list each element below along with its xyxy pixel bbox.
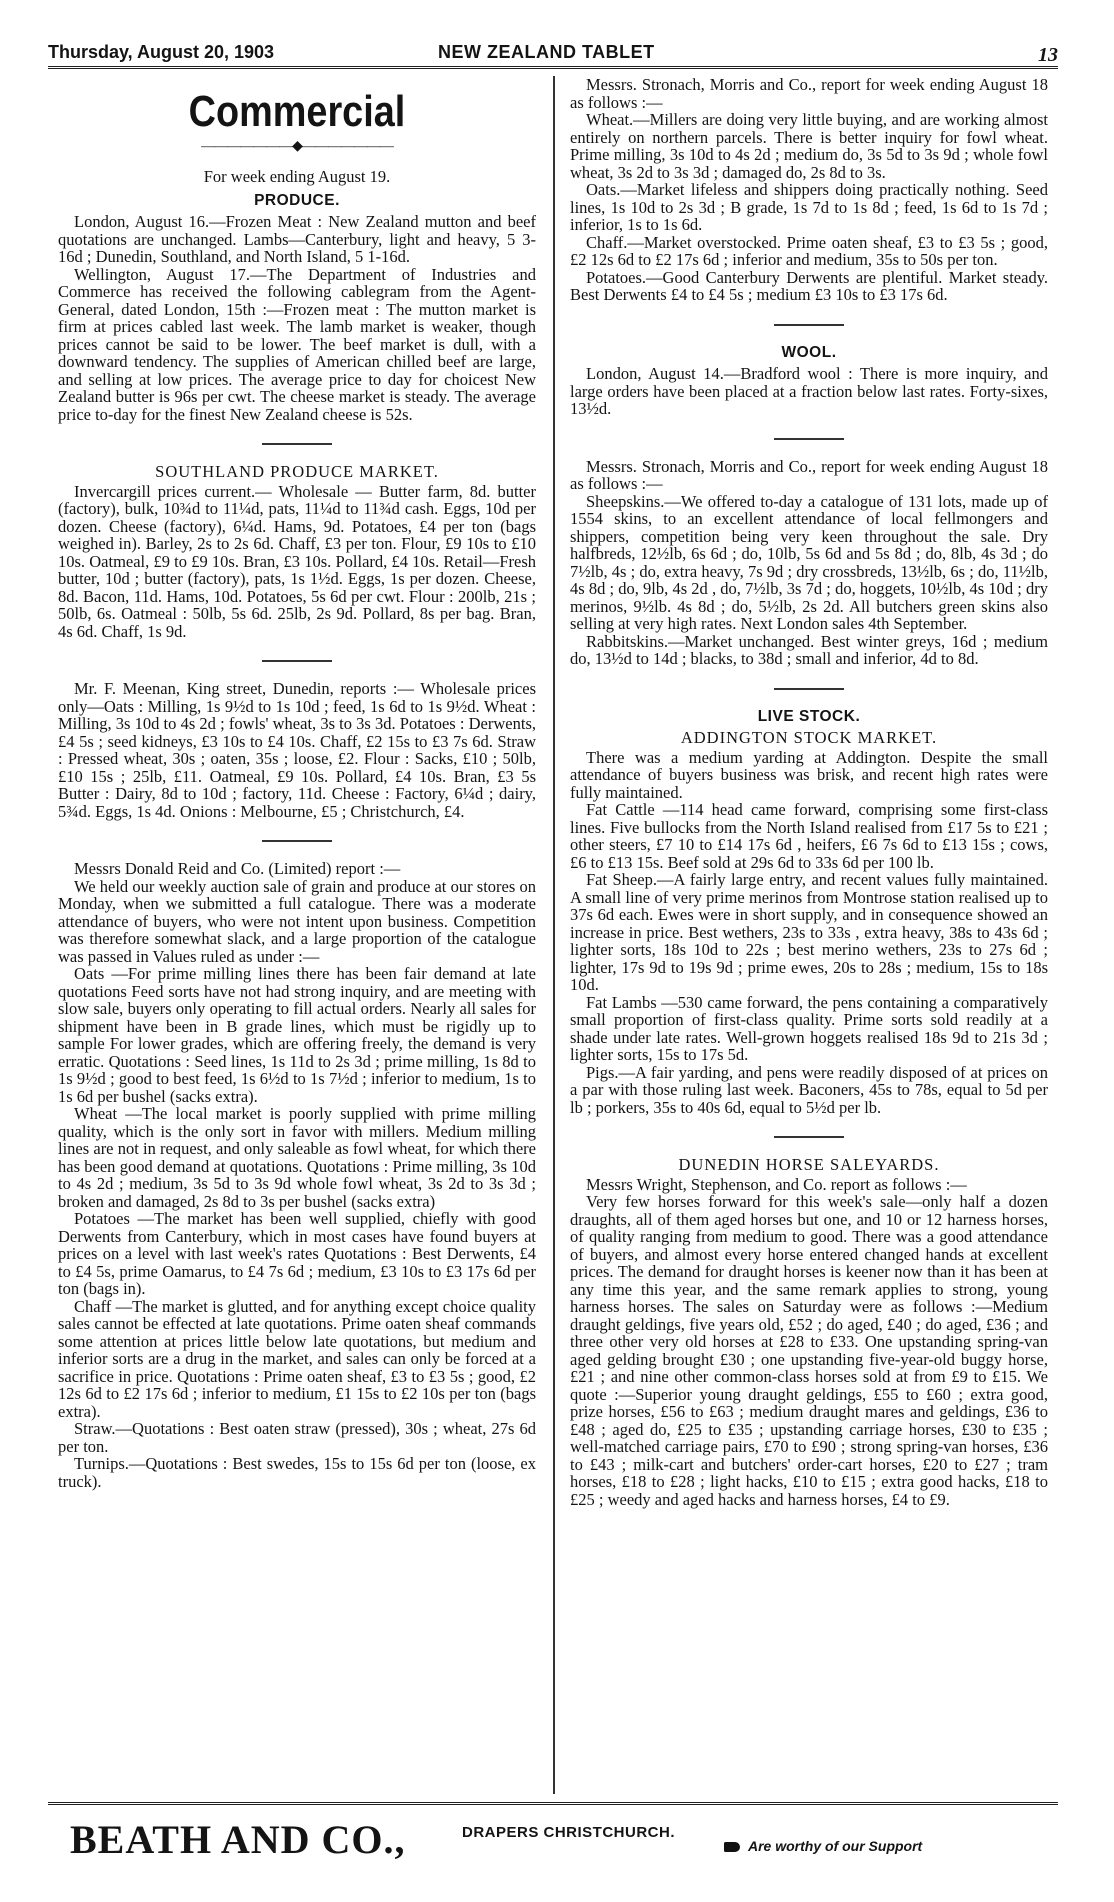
page-header [48, 38, 1058, 68]
reid-paragraph: Straw.—Quotations : Best oaten straw (pressed), 30s ; wheat, 27s 6d per ton. [58, 1419, 536, 1456]
stronach-paragraph: Chaff.—Market overstocked. Prime oaten sheaf, £3 to £3 5s ; good, £2 12s 6d to £2 17s 6d ; inferior and medium, 35s to 50s per ton. [570, 232, 1048, 269]
advert-footer [48, 1812, 1058, 1872]
reid-paragraph: Turnips.—Quotations : Best swedes, 15s to 15s 6d per ton (loose, ex truck). [58, 1454, 536, 1491]
addington-paragraph: There was a medium yarding at Addington. Despite the small attendance of buyers business was brisk, and recent high rates were fully maintained. [570, 747, 1048, 802]
stronach-paragraph: Messrs. Stronach, Morris and Co., report for week ending August 18 as follows :— [570, 76, 1048, 112]
page-number: 13 [1038, 44, 1058, 66]
separator-rule [262, 840, 332, 842]
addington-paragraph: Fat Lambs —530 came forward, the pens containing a comparatively small proportion of first-class quality. Prime sorts sold readily at a shade under late rates. Well-grown hoggets realised 18s 9d to 21s 3d ; lighter sorts, 15s to 17s 5d. [570, 992, 1048, 1064]
reid-paragraph: We held our weekly auction sale of grain and produce at our stores on Monday, when we submitted a full catalogue. There was a moderate attendance of buyers, who were not intent upon business. Competition was therefore somewhat slack, and a large proportion of the catalogue was passed in Values ruled as under :— [58, 876, 536, 966]
stronach-paragraph: Messrs. Stronach, Morris and Co., report for week ending August 18 as follows :— [570, 456, 1048, 493]
meenan-paragraph: Mr. F. Meenan, King street, Dunedin, reports :— Wholesale prices only—Oats : Milling, 1s 9½d to 1s 10d ; feed, 1s 6d to 1s 9½d. Wheat : Milling, 3s 10d to 4s 2d ; fowls' wheat, 3s to 3s 3d. Potatoes : Derwents, £4 5s ; seed kidneys, £3 10s to £4 10s. Chaff, £2 15s to £3 7s 6d. Straw : Pressed wheat, 30s ; oaten, 35s ; loose, £2. Flour : Sacks, £10 ; 50lb, £10 15s ; 25lb, £11. Oatmeal, £9 10s. Pollard, £4 10s. Bran, £3 5s Butter : Dairy, 8d to 10d ; factory, 11d. Cheese : Factory, 6¼d ; dairy, 5¾d. Eggs, 1s 4d. Onions : Melbourne, £5 ; Christchurch, £4. [58, 679, 536, 821]
reid-paragraph: Wheat —The local market is poorly supplied with prime milling quality, which is the only sort in favor with millers. Medium milling lines are not in request, and only saleable as fowl wheat, for which there has been good demand at quotations. Quotations : Prime milling, 3s 10d to 4s 2d ; medium, 3s 5d to 3s 9d whole fowl wheat, 3s 2d to 3s 3d ; broken and damaged, 2s 8d to 3s per bushel (sacks extra) [58, 1104, 536, 1211]
produce-paragraph: Wellington, August 17.—The Department of Industries and Commerce has received the following cablegram from the Agent-General, dated London, 15th :—Frozen meat : The mutton market is firm at prices cabled last week. The lamb market is weaker, though prices cannot be said to be lower. The beef market is dull, with a downward tendency. The supplies of American chilled beef are large, and selling at low prices. The average price to day for choicest New Zealand butter is 96s per cwt. The cheese market is steady. The average price to-day for the finest New Zealand cheese is 52s. [58, 264, 536, 424]
produce-heading: PRODUCE. [254, 191, 340, 209]
reid-paragraph: Potatoes —The market has been well supplied, chiefly with good Derwents from Canterbury, which in most cases have found buyers at prices on a level with last week's rates Quotations : Best Derwents, £4 to £4 5s, prime Oamarus, to £4 7s 6d ; medium, £3 10s to £3 17s 6d per ton (bags in). [58, 1209, 536, 1298]
left-column [58, 76, 536, 1796]
separator-rule [262, 660, 332, 662]
reid-paragraph: Messrs Donald Reid and Co. (Limited) report :— [74, 859, 401, 878]
issue-date: Thursday, August 20, 1903 [48, 42, 275, 62]
section-title: Commercial [188, 87, 406, 136]
reid-paragraph: Oats —For prime milling lines there has been fair demand at late quotations Feed sorts have not had strong inquiry, and are meeting with slow sale, buyers only operating to fill actual orders. Nearly all sales for shipment have been in B grade lines, which must be rigidly up to sample For lower grades, which are offering freely, the demand is very erratic. Quotations : Seed lines, 1s 11d to 2s 3d ; prime milling, 1s 8d to 1s 9½d ; good to best feed, 1s 6½d to 1s 7½d ; inferior to medium, 1s to 1s 6d per bushel (sacks extra). [58, 964, 536, 1106]
footer-rule [48, 1802, 1058, 1805]
produce-paragraph: London, August 16.—Frozen Meat : New Zealand mutton and beef quotations are unchanged. Lambs—Canterbury, light and heavy, 5 3-16d ; Dunedin, Southland, and North Island, 5 1-16d. [58, 212, 536, 266]
header-rule [48, 66, 1058, 69]
publication-title: NEW ZEALAND TABLET [438, 42, 655, 62]
separator-rule [262, 443, 332, 445]
addington-paragraph: Fat Cattle —114 head came forward, comprising some first-class lines. Five bullocks from the North Island realised from £17 5s to £21 ; other steers, £7 10 to £14 17s 6d , heifers, £6 7s 6d to £13 15s ; cows, £6 to £13 15s. Beef sold at 29s 6d to 33s 6d per 100 lb. [570, 800, 1048, 872]
separator-rule [774, 688, 844, 690]
addington-paragraph: Fat Sheep.—A fairly large entry, and recent values fully maintained. A small line of very prime merinos from Montrose station realised up to 37s 6d each. Ewes were in short supply, and in consequence showed an increase in price. Best wethers, 23s to 33s , extra heavy, 38s to 43s 6d ; lighter sorts, 18s 10d to 22s ; best merino wethers, 23s to 27s 6d ; lighter, 17s 9d to 19s 9d ; prime ewes, 20s to 28s ; medium, 15s to 18s 10d. [570, 870, 1048, 994]
wool-heading: WOOL. [781, 343, 837, 361]
addington-heading: ADDINGTON STOCK MARKET. [680, 728, 938, 747]
right-column [570, 76, 1048, 1796]
stronach-paragraph: Sheepskins.—We offered to-day a catalogue of 131 lots, made up of 1554 skins, to an excellent attendance of local fellmongers and shippers, competition being very keen throughout the sale. Dry halfbreds, 12½lb, 6s 6d ; do, 10lb, 5s 6d and 5s 8d ; do, 8lb, 4s 3d ; do 7½lb, 4s ; do, extra heavy, 7s 9d ; dry crossbreds, 13½lb, 6s ; do, 11½lb, 4s 8d ; do, 9lb, 4s 2d , do, 7½lb, 3s 7d ; do, hoggets, 10½lb, 4s 10d ; dry merinos, 9½lb. 4s 8d ; do, 5½lb, 2s 2d. All butchers green skins also selling at very high rates. Next London sales 4th September. [570, 491, 1048, 633]
horse-paragraph: Very few horses forward for this week's sale—only half a dozen draughts, all of them aged horses but one, and 10 or 12 harness horses, of quality ranging from medium to good. There was a good attendance of buyers, and almost every horse entered changed hands at excellent prices. The demand for draught horses is keener now than it has been at any time this year, and the same remark applies to strong, young harness horses. The sales on Saturday were as follows :—Medium draught geldings, five years old, £52 ; do aged, £40 ; do aged, £36 ; and three other very old horses at £28 to £33. One upstanding spring-van aged gelding brought £30 ; one upstanding five-year-old buggy horse, £21 ; and nine other common-class horses sold at from £9 to £15. We quote :—Superior young draught geldings, £55 to £60 ; extra good, prize horses, £56 to £63 ; medium draught mares and geldings, £36 to £48 ; aged do, £25 to £35 ; upstanding carriage horses, £30 to £35 ; well-matched carriage pairs, £70 to £90 ; strong spring-van horses, £36 to £43 ; milk-cart and butchers' order-cart horses, £20 to £27 ; tram horses, £18 to £28 ; light hacks, £10 to £15 ; extra good hacks, £18 to £25 ; weedy and aged hacks and harness horses, £4 to £9. [570, 1192, 1048, 1509]
horse-paragraph: Messrs Wright, Stephenson, and Co. report as follows :— [586, 1174, 967, 1194]
separator-rule [774, 324, 844, 326]
southland-heading: SOUTHLAND PRODUCE MARKET. [155, 462, 439, 481]
wool-paragraph: London, August 14.—Bradford wool : There is more inquiry, and large orders have been placed at a fraction below last rates. Forty-sixes, 13½d. [570, 364, 1048, 418]
separator-rule [774, 1136, 844, 1138]
advertiser-trade: DRAPERS CHRISTCHURCH. [462, 1824, 676, 1841]
horse-heading: DUNEDIN HORSE SALEYARDS. [678, 1155, 940, 1174]
advert-tagline: Are worthy of our Support [748, 1838, 923, 1854]
pointing-hand-icon [724, 1842, 740, 1852]
southland-paragraph: Invercargill prices current.— Wholesale — Butter farm, 8d. butter (factory), bulk, 10¾d to 11¼d, pats, 11¼d to 11¾d cash. Eggs, 10d per dozen. Cheese (factory), 6¼d. Hams, 9d. Potatoes, £4 per ton (bags weighed in). Barley, 2s to 2s 6d. Chaff, £3 per ton. Flour, £9 10s to £10 10s. Oatmeal, £9 to £9 10s. Bran, £3 10s. Pollard, £4 10s. Retail—Fresh butter, 10d ; butter (factory), pats, 1s 1½d. Eggs, 1s per dozen. Cheese, 8d. Bacon, 11d. Hams, 10d. Potatoes, 5s 6d per cwt. Flour : 200lb, 21s ; 50lb, 6s. Oatmeal : 50lb, 5s 6d. 25lb, 2s 9d. Pollard, 8s per bag. Bran, 4s 6d. Chaff, 1s 9d. [58, 481, 536, 641]
advertiser-name: BEATH AND CO., [70, 1817, 406, 1862]
stronach-paragraph: Rabbitskins.—Market unchanged. Best winter greys, 16d ; medium do, 13½d to 14d ; blacks, to 38d ; small and inferior, 4d to 8d. [570, 631, 1048, 668]
livestock-heading: LIVE STOCK. [757, 707, 861, 725]
reid-paragraph: Chaff —The market is glutted, and for anything except choice quality sales cannot be effected at late quotations. Prime oaten sheaf commands some attention at prices little below late quotations, but medium and inferior sorts are a drug in the market, and sales can only be forced at a sacrifice in price. Quotations : Prime oaten sheaf, £3 to £3 5s ; good, £2 12s 6d to £2 17s 6d ; inferior to medium, £1 15s to £2 10s per ton (bags extra). [58, 1296, 536, 1421]
advert-tagline-wrap [724, 1838, 922, 1854]
week-line: For week ending August 19. [203, 167, 391, 186]
separator-rule [774, 438, 844, 440]
stronach-paragraph: Oats.—Market lifeless and shippers doing practically nothing. Seed lines, 1s 10d to 2s 3d ; B grade, 1s 7d to 1s 8d ; feed, 1s 6d to 1s 7d ; inferior, 1s to 1s 6d. [570, 180, 1048, 234]
stronach-paragraph: Wheat.—Millers are doing very little buying, and are working almost entirely on northern parcels. There is better inquiry for fowl wheat. Prime milling, 3s 10d to 4s 2d ; medium do, 3s 5d to 3s 9d ; whole fowl wheat, 3s 2d to 3s 3d ; damaged do, 2s 8d to 3s. [570, 110, 1048, 182]
column-divider [553, 76, 555, 1794]
addington-paragraph: Pigs.—A fair yarding, and pens were readily disposed of at prices on a par with those ruling last week. Baconers, 45s to 78s, equal to 5d per lb ; porkers, 35s to 40s 6d, equal to 5½d per lb. [570, 1062, 1048, 1117]
stronach-paragraph: Potatoes.—Good Canterbury Derwents are plentiful. Market steady. Best Derwents £4 to £4 5s ; medium £3 10s to £3 17s 6d. [570, 267, 1048, 304]
title-ornament: ———————◆——————— [201, 139, 393, 154]
